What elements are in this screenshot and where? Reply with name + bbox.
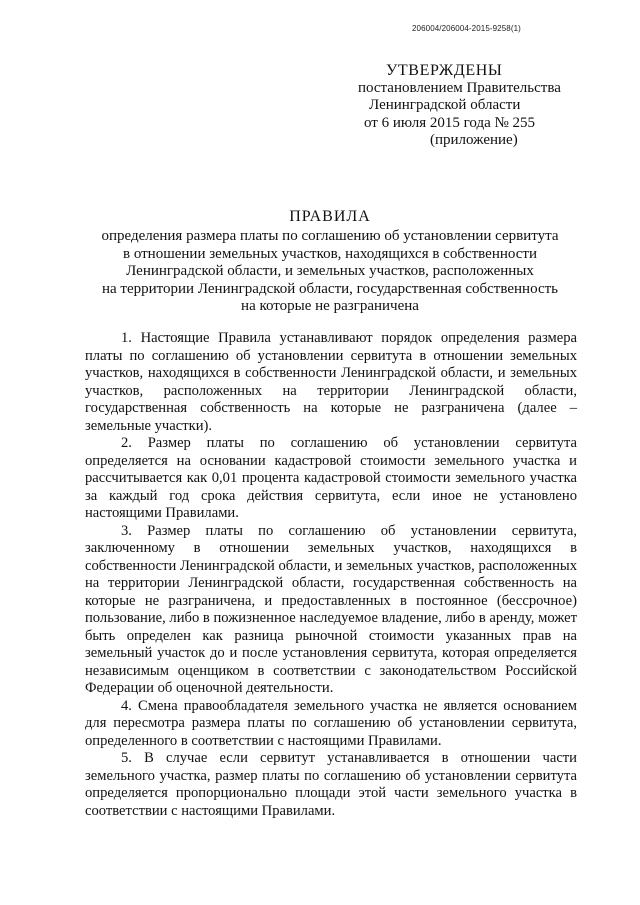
rules-body [85,330,577,820]
approval-line-3: от 6 июля 2015 года № 255 [364,114,536,131]
paragraph-2: 2. Размер платы по соглашению об установлении сервитута определяется на основании кадастровой стоимости земельного участка и рассчитывается как 0,01 процента кадастровой стоимости земельного участка за каждый год срока действия сервитута, если иное не установлено настоящими Правилами. [85,435,577,521]
subtitle-line: Ленинградской области, и земельных участков, расположенных [126,263,534,279]
subtitle-line: определения размера платы по соглашению об установлении сервитута [101,228,559,244]
document-code: 206004/206004-2015-9258(1) [412,24,521,33]
approval-line-2: Ленинградской области [369,97,521,113]
subtitle-line: в отношении земельных участков, находящихся в собственности [122,245,538,262]
approval-title: УТВЕРЖДЕНЫ [386,62,503,79]
paragraph-3: 3. Размер платы по соглашению об установлении сервитута, заключенному в отношении земельных участков, находящихся в собственности Ленинградской области, и земельных участков, расположенных на территории Ленинградской области, государственная собственность на которые не разграничена, и предоставленных в постоянное (бессрочное) пользование, либо в пожизненное наследуемое владение, либо в аренду, может быть определен как разница рыночной стоимости указанных прав на земельный участок до и после установления сервитута, которая определяется независимым оценщиком в соответствии с законодательством Российской Федерации об оценочной деятельности. [85,522,577,696]
paragraph-4: 4. Смена правообладателя земельного участка не является основанием для пересмотра размера платы по соглашению об установлении сервитута, определенного в соответствии с настоящими Правилами. [85,697,577,749]
document-subtitle [86,228,574,316]
paragraph-1: 1. Настоящие Правила устанавливают порядок определения размера платы по соглашению об установлении сервитута в отношении земельных участков, находящихся в собственности Ленинградской области, и земельных участков, расположенных на территории Ленинградской области, государственная собственность на которые не разграничена (далее – земельные участки). [85,330,577,434]
approval-line-4: (приложение) [430,132,518,148]
title-block [86,207,574,316]
paragraph-5: 5. В случае если сервитут устанавливается в отношении части земельного участка, размер платы по соглашению об установлении сервитута определяется пропорционально площади этой части земельного участка в соответствии с настоящими Правилами. [85,750,577,819]
approval-line-1: постановлением Правительства [358,79,561,96]
subtitle-line: на территории Ленинградской области, государственная собственность [101,280,558,297]
approval-stamp [350,62,600,150]
subtitle-line: на которые не разграничена [241,298,419,314]
document-title: ПРАВИЛА [289,208,371,225]
